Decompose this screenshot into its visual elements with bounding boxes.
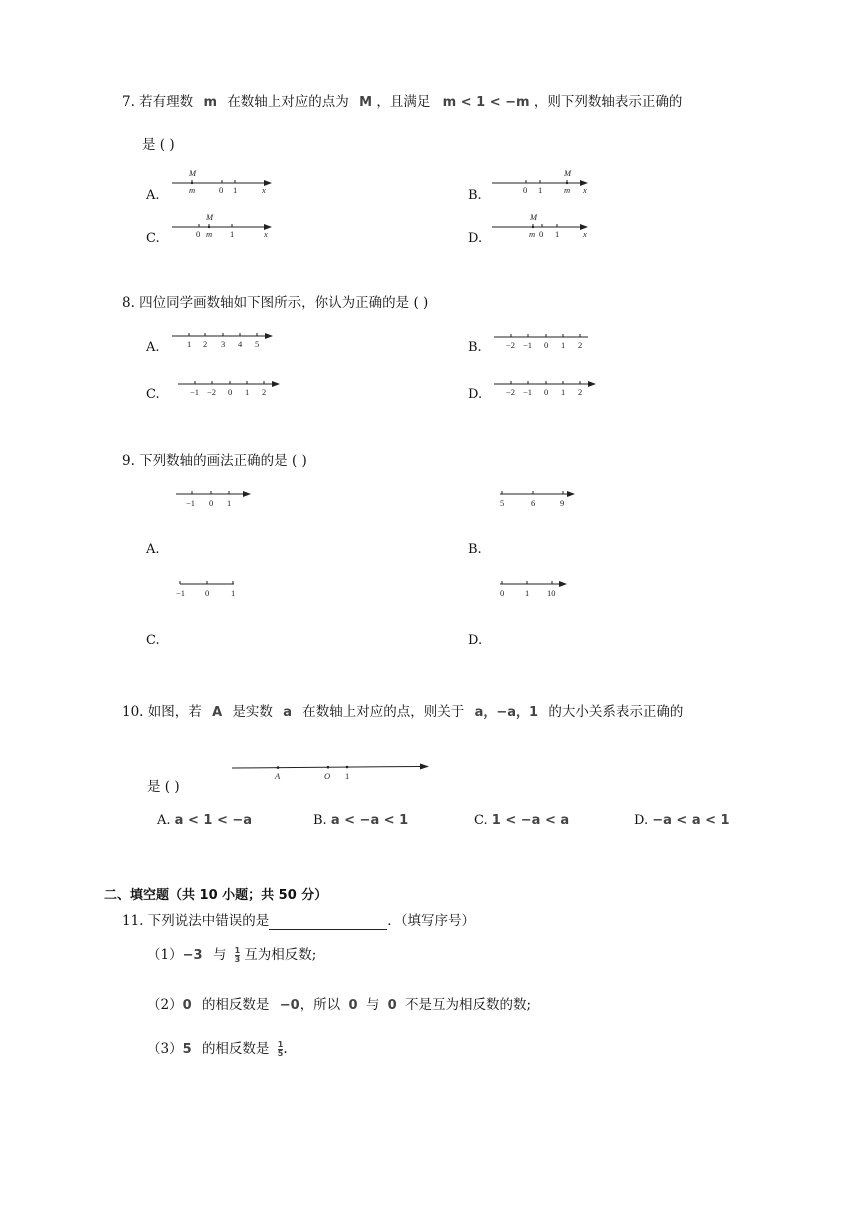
q10-option-c-expr: 1 < −a < a [491,813,570,828]
q8c-tick-0: 0 [228,387,233,397]
q10-option-a-label: A. [157,813,171,828]
q7a-tick-1: 1 [233,185,238,195]
q9-stem: 9. 下列数轴的画法正确的是 ( ) [122,453,307,469]
q10-option-b-label: B. [313,813,327,828]
q11-answer-blank[interactable] [269,915,387,930]
q9-option-a-label[interactable]: A. [146,542,160,557]
q10-text-3: 在数轴上对应的点，则关于 [302,704,465,720]
q8d-tick-2: 2 [578,387,583,397]
q11-text-1: 11. 下列说法中错误的是 [122,913,270,929]
q7-option-b-numberline [490,168,600,194]
q11-item-2-zero-c: 0 [387,998,397,1013]
q11-item-2-neg0: −0 [279,998,300,1013]
q7-option-c-numberline [170,212,280,238]
q7a-point-M: M [189,168,197,178]
q10-option-c-label: C. [474,813,488,828]
q7-stem [122,93,682,112]
q11-item-1-numerator: 1 [234,946,241,955]
q9d-tick-10: 10 [547,588,556,598]
q11-item-1-number: （1） [147,947,183,963]
q10-option-d-label: D. [634,813,649,828]
q7-option-d-label[interactable]: D. [468,231,483,246]
q7-text-3: ，且满足 [376,94,431,110]
q8-option-c-label[interactable]: C. [146,387,160,402]
q7a-axis-x: x [262,185,266,195]
q7b-tick-0: 0 [523,185,528,195]
q10-text-4: 的大小关系表示正确的 [548,704,684,720]
q11-item-3-five: 5 [182,1042,192,1057]
q10-var-a: a [283,705,292,720]
q9d-tick-1: 1 [525,588,530,598]
q10-text-1: 10. 如图，若 [122,704,202,720]
q9-option-d-numberline [498,578,588,598]
section-2-title: 二、填空题（共 10 小题；共 50 分） [104,888,328,903]
q7c-tick-0: 0 [196,229,201,239]
q7-option-c-label[interactable]: C. [146,231,160,246]
q7-var-M: M [359,95,373,110]
q7a-tick-0: 0 [219,185,224,195]
q10-option-a-expr: a < 1 < −a [174,813,253,828]
q11-item-3-denominator: 5 [277,1049,284,1058]
q8a-tick-4: 4 [238,339,243,349]
q8-stem: 8. 四位同学画数轴如下图所示，你认为正确的是 ( ) [122,295,429,311]
q9a-tick-0: 0 [209,498,214,508]
q10-option-b-expr: a < −a < 1 [330,813,409,828]
q11-item-3-numerator: 1 [277,1040,284,1049]
q8a-tick-5: 5 [255,339,260,349]
q11-item-1-text-b: 互为相反数; [244,947,317,963]
q11-item-1 [147,946,316,965]
q8b-tick-2: 2 [578,340,583,350]
q11-item-3-number: （3） [147,1041,183,1057]
q9-option-a-numberline [174,488,264,508]
q8-option-d-numberline [492,378,602,398]
q11-item-2-text-b: ，所以 [299,997,341,1013]
q7b-tick-m: m [564,185,571,195]
q7d-tick-0: 0 [539,229,544,239]
q9c-tick-0: 0 [205,588,210,598]
q9a-tick-neg1: −1 [186,498,196,508]
q8d-tick-neg2: −2 [506,387,516,397]
q11-item-1-denominator: 3 [234,955,241,964]
q10-option-a[interactable] [157,813,252,829]
q11-stem [122,912,475,930]
q8-option-d-label[interactable]: D. [468,387,483,402]
q8d-tick-0: 0 [544,387,549,397]
q10-stem-line2: 是 ( ) [147,779,180,795]
q11-item-3-text-a: 的相反数是 [201,1041,270,1057]
q8d-tick-1: 1 [561,387,566,397]
q9c-tick-1: 1 [231,588,236,598]
q7-text-1: 7. 若有理数 [122,94,194,110]
q9c-tick-neg1: −1 [176,588,186,598]
q7d-point-M: M [530,212,538,222]
q7-option-a-label[interactable]: A. [146,188,160,203]
q8c-tick-neg2: −2 [207,387,217,397]
q8c-tick-1: 1 [245,387,250,397]
q10-numberline [230,760,440,782]
q7b-tick-1: 1 [538,185,543,195]
q10-point-O: O [324,771,331,781]
q9b-tick-9: 9 [560,498,565,508]
q11-item-1-fraction [235,947,241,964]
q9b-tick-5: 5 [500,498,505,508]
q8b-tick-neg2: −2 [506,340,516,350]
q11-item-2-zero-a: 0 [182,998,192,1013]
q7-option-b-label[interactable]: B. [468,188,482,203]
q9-option-b-numberline [498,488,588,508]
q11-item-1-text-a: 与 [212,947,227,963]
q9b-tick-6: 6 [531,498,536,508]
q8-option-b-label[interactable]: B. [468,340,482,355]
q8b-tick-neg1: −1 [523,340,533,350]
q11-item-2-text-d: 不是互为相反数的数; [404,997,532,1013]
q7-condition: m < 1 < −m [442,95,530,110]
q8a-tick-3: 3 [221,339,226,349]
q9a-tick-1: 1 [227,498,232,508]
q11-item-3-period: . [283,1041,288,1057]
q7-stem-line2: 是 ( ) [142,137,175,153]
q8a-tick-1: 1 [187,339,192,349]
q7b-axis-x: x [583,185,587,195]
q11-text-2: ．（填写序号） [387,913,476,929]
q7-var-m: m [203,95,218,110]
q11-item-2-text-a: 的相反数是 [201,997,270,1013]
q10-text-2: 是实数 [232,704,273,720]
q8-option-b-numberline [492,331,602,351]
q11-item-2 [147,996,531,1015]
q8-option-a-numberline [170,330,280,350]
q7a-tick-m: m [189,185,196,195]
q11-item-3 [147,1040,288,1059]
q9-option-d-label[interactable]: D. [468,633,483,648]
q7b-point-M: M [564,168,572,178]
q10-var-A: A [212,705,223,720]
q10-option-c[interactable] [474,813,569,829]
q7-text-2: 在数轴上对应的点为 [227,94,349,110]
q10-option-d-expr: −a < a < 1 [652,813,730,828]
q8d-tick-neg1: −1 [523,387,533,397]
q8c-tick-2: 2 [262,387,267,397]
q7c-point-M: M [206,212,214,222]
q10-point-1: 1 [345,771,350,781]
q8-option-a-label[interactable]: A. [146,340,160,355]
q7-option-d-numberline [490,212,600,238]
q8-option-c-numberline [176,378,286,398]
q8c-tick-neg1: −1 [190,387,200,397]
q7d-tick-m: m [529,229,536,239]
q10-point-A: A [275,771,281,781]
q7c-tick-1: 1 [230,229,235,239]
q10-stem [122,703,683,722]
q7c-tick-m: m [206,229,213,239]
q8b-tick-1: 1 [561,340,566,350]
q7d-axis-x: x [583,229,587,239]
q9-option-c-label[interactable]: C. [146,633,160,648]
q7d-tick-1: 1 [555,229,560,239]
q9d-tick-0: 0 [500,588,505,598]
q10-option-d[interactable] [634,813,730,829]
q11-item-2-text-c: 与 [365,997,380,1013]
q9-option-c-numberline [176,578,266,598]
q8b-tick-0: 0 [544,340,549,350]
q7-text-4: ，则下列数轴表示正确的 [533,94,683,110]
q9-option-b-label[interactable]: B. [468,542,482,557]
q10-option-b[interactable] [313,813,408,829]
q11-item-2-number: （2） [147,997,183,1013]
q8a-tick-2: 2 [203,339,208,349]
q7c-axis-x: x [264,229,268,239]
q10-set: a，−a，1 [474,705,539,720]
q7-option-a-numberline [170,168,280,194]
q11-item-1-neg3: −3 [182,948,203,963]
q11-item-2-zero-b: 0 [348,998,358,1013]
